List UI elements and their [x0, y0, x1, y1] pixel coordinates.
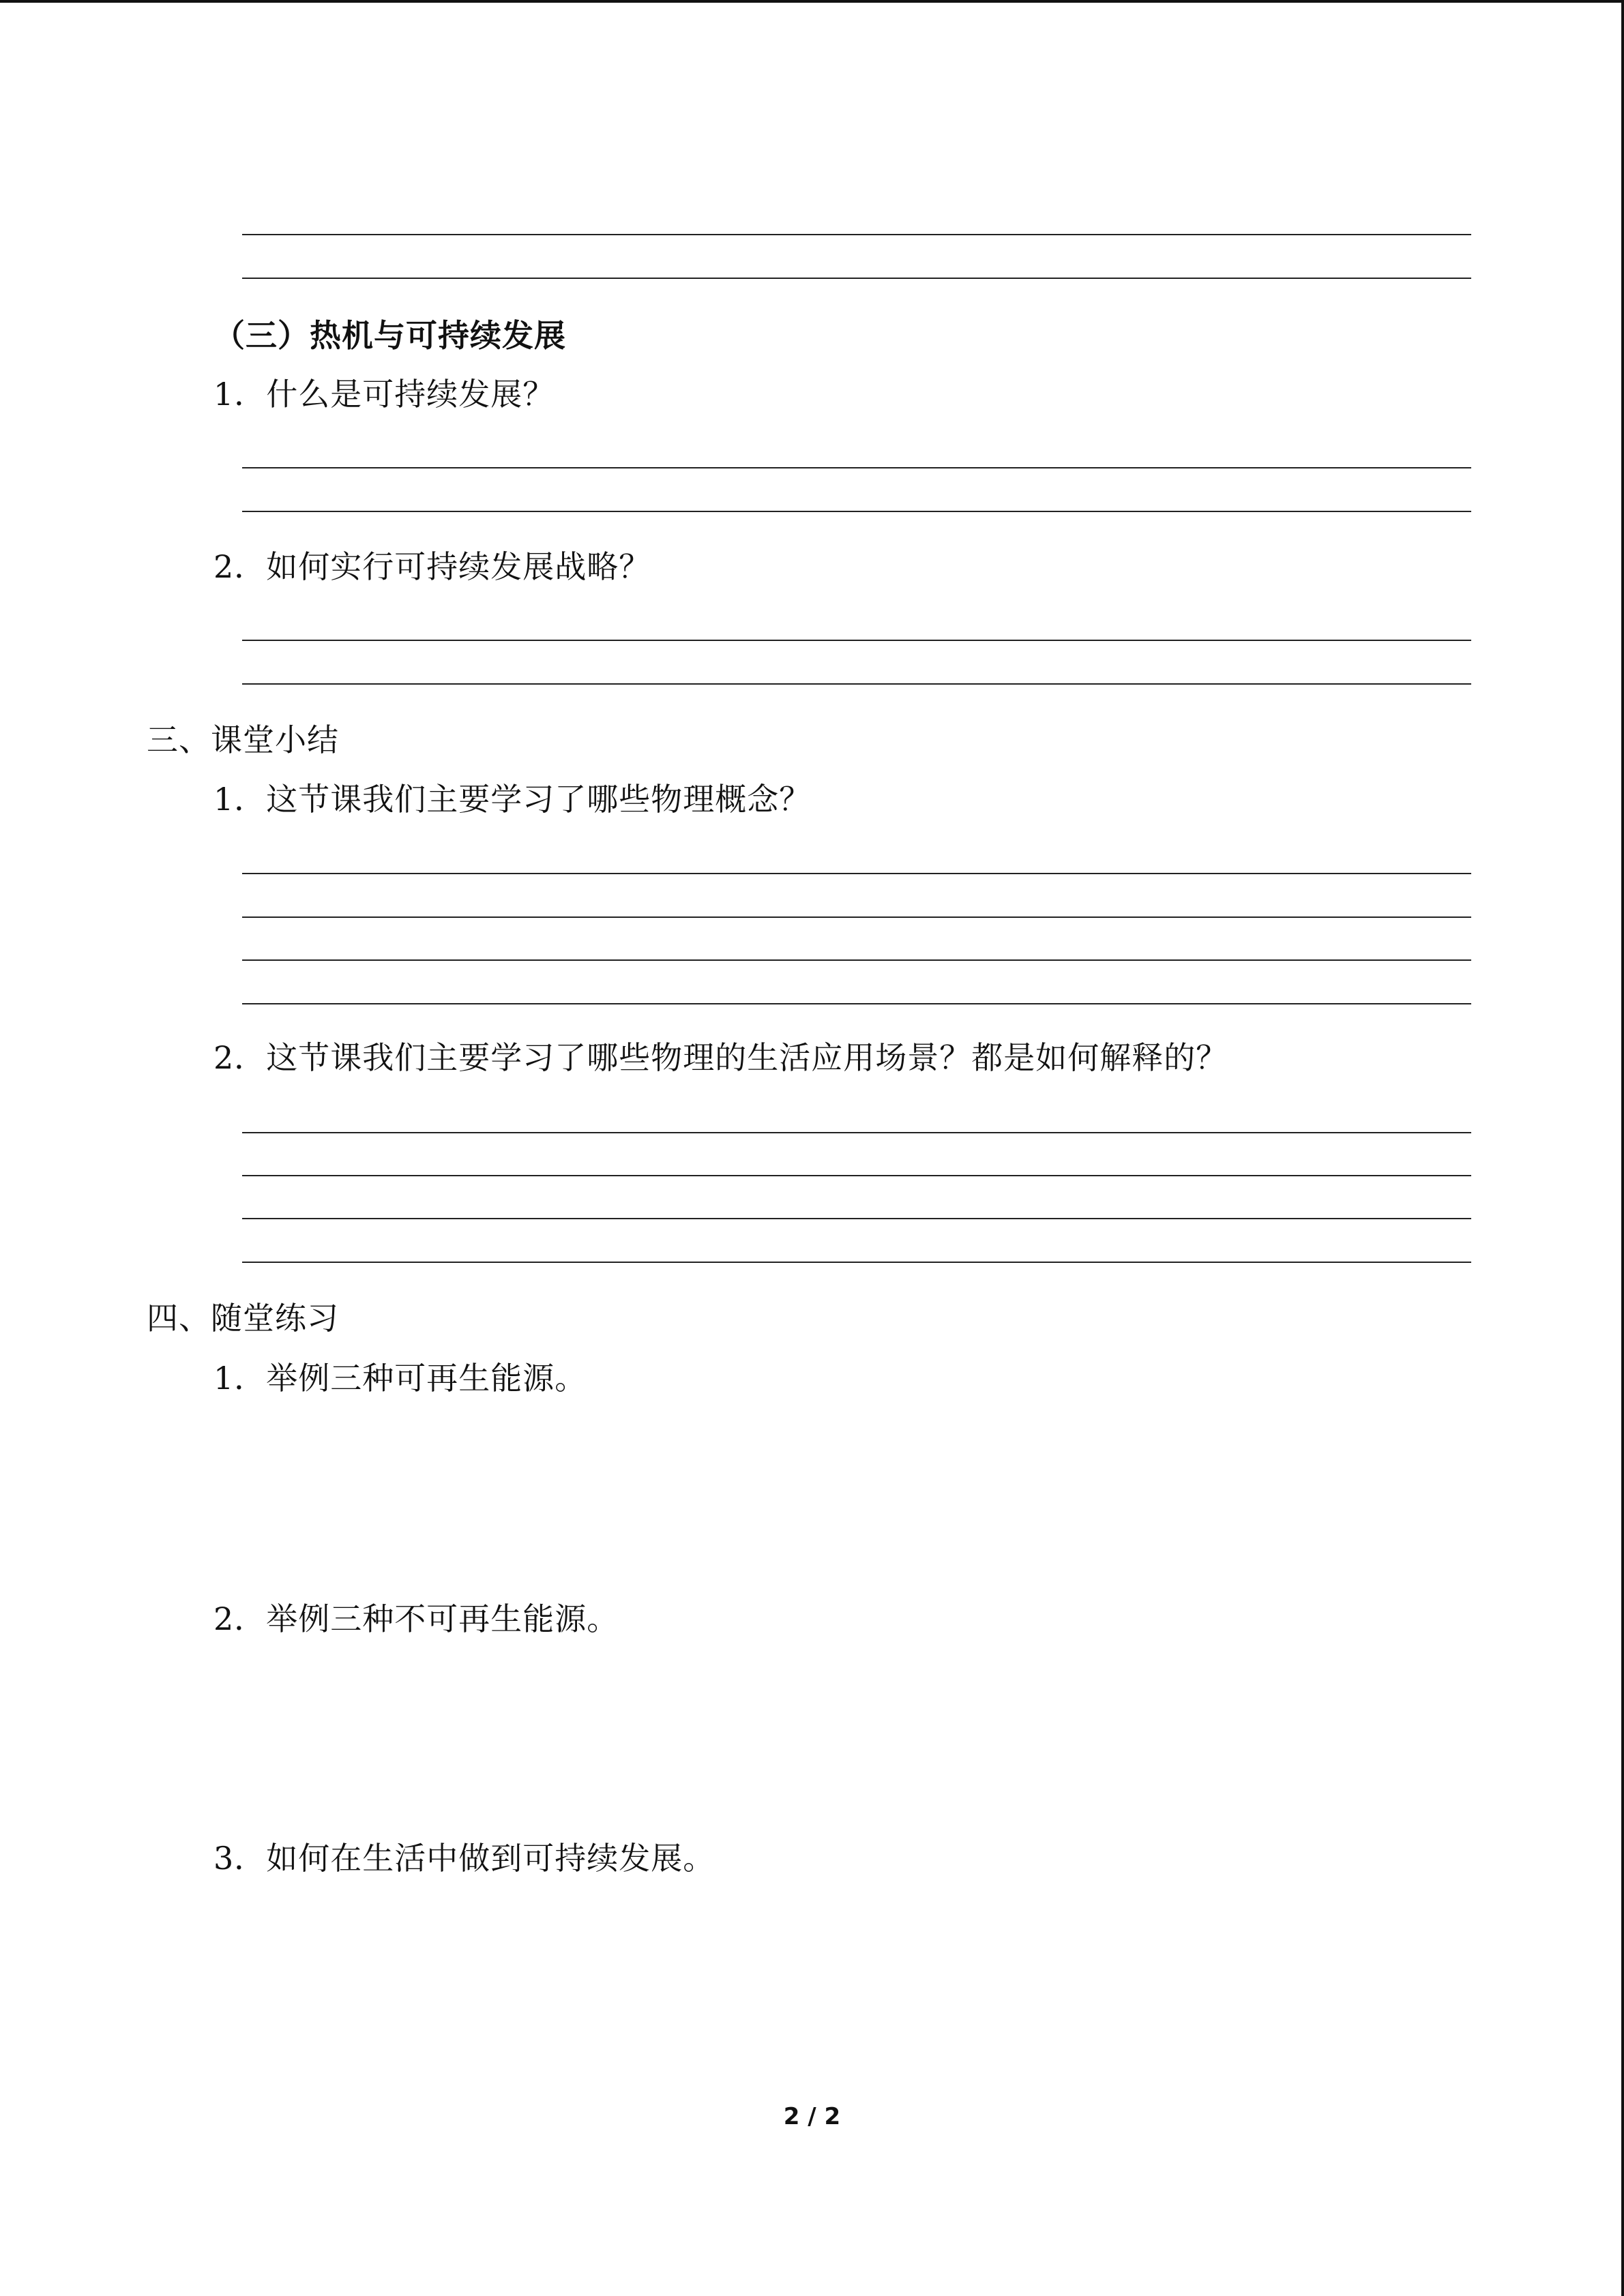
page-number: 2 / 2 — [783, 2103, 841, 2130]
answer-line — [242, 959, 1471, 961]
page-border-right — [1621, 0, 1624, 2296]
question-physics-concepts: 1．这节课我们主要学习了哪些物理概念？ — [213, 781, 812, 818]
question-nonrenewable-energy: 2．举例三种不可再生能源。 — [213, 1600, 619, 1637]
section-heading-practice: 四、随堂练习 — [147, 1300, 339, 1337]
section-heading-class-summary: 三、课堂小结 — [147, 721, 339, 758]
answer-line — [242, 467, 1471, 468]
page-border-top — [0, 0, 1624, 3]
answer-line — [242, 683, 1471, 685]
answer-line — [242, 916, 1471, 918]
answer-line — [242, 1262, 1471, 1263]
answer-line — [242, 278, 1471, 279]
answer-line — [242, 873, 1471, 874]
answer-line — [242, 1175, 1471, 1176]
answer-line — [242, 1218, 1471, 1219]
question-how-to-implement-strategy: 2．如何实行可持续发展战略？ — [213, 548, 651, 585]
question-renewable-energy: 1．举例三种可再生能源。 — [213, 1360, 587, 1397]
section-heading-heat-engine-sustainability: （三）热机与可持续发展 — [213, 317, 566, 354]
question-what-is-sustainable-development: 1．什么是可持续发展？ — [213, 376, 555, 413]
question-sustainable-life: 3．如何在生活中做到可持续发展。 — [213, 1840, 715, 1877]
answer-line — [242, 234, 1471, 235]
answer-line — [242, 640, 1471, 641]
answer-line — [242, 511, 1471, 512]
question-life-applications: 2．这节课我们主要学习了哪些物理的生活应用场景？都是如何解释的？ — [213, 1039, 1228, 1076]
answer-line — [242, 1132, 1471, 1133]
answer-line — [242, 1003, 1471, 1004]
